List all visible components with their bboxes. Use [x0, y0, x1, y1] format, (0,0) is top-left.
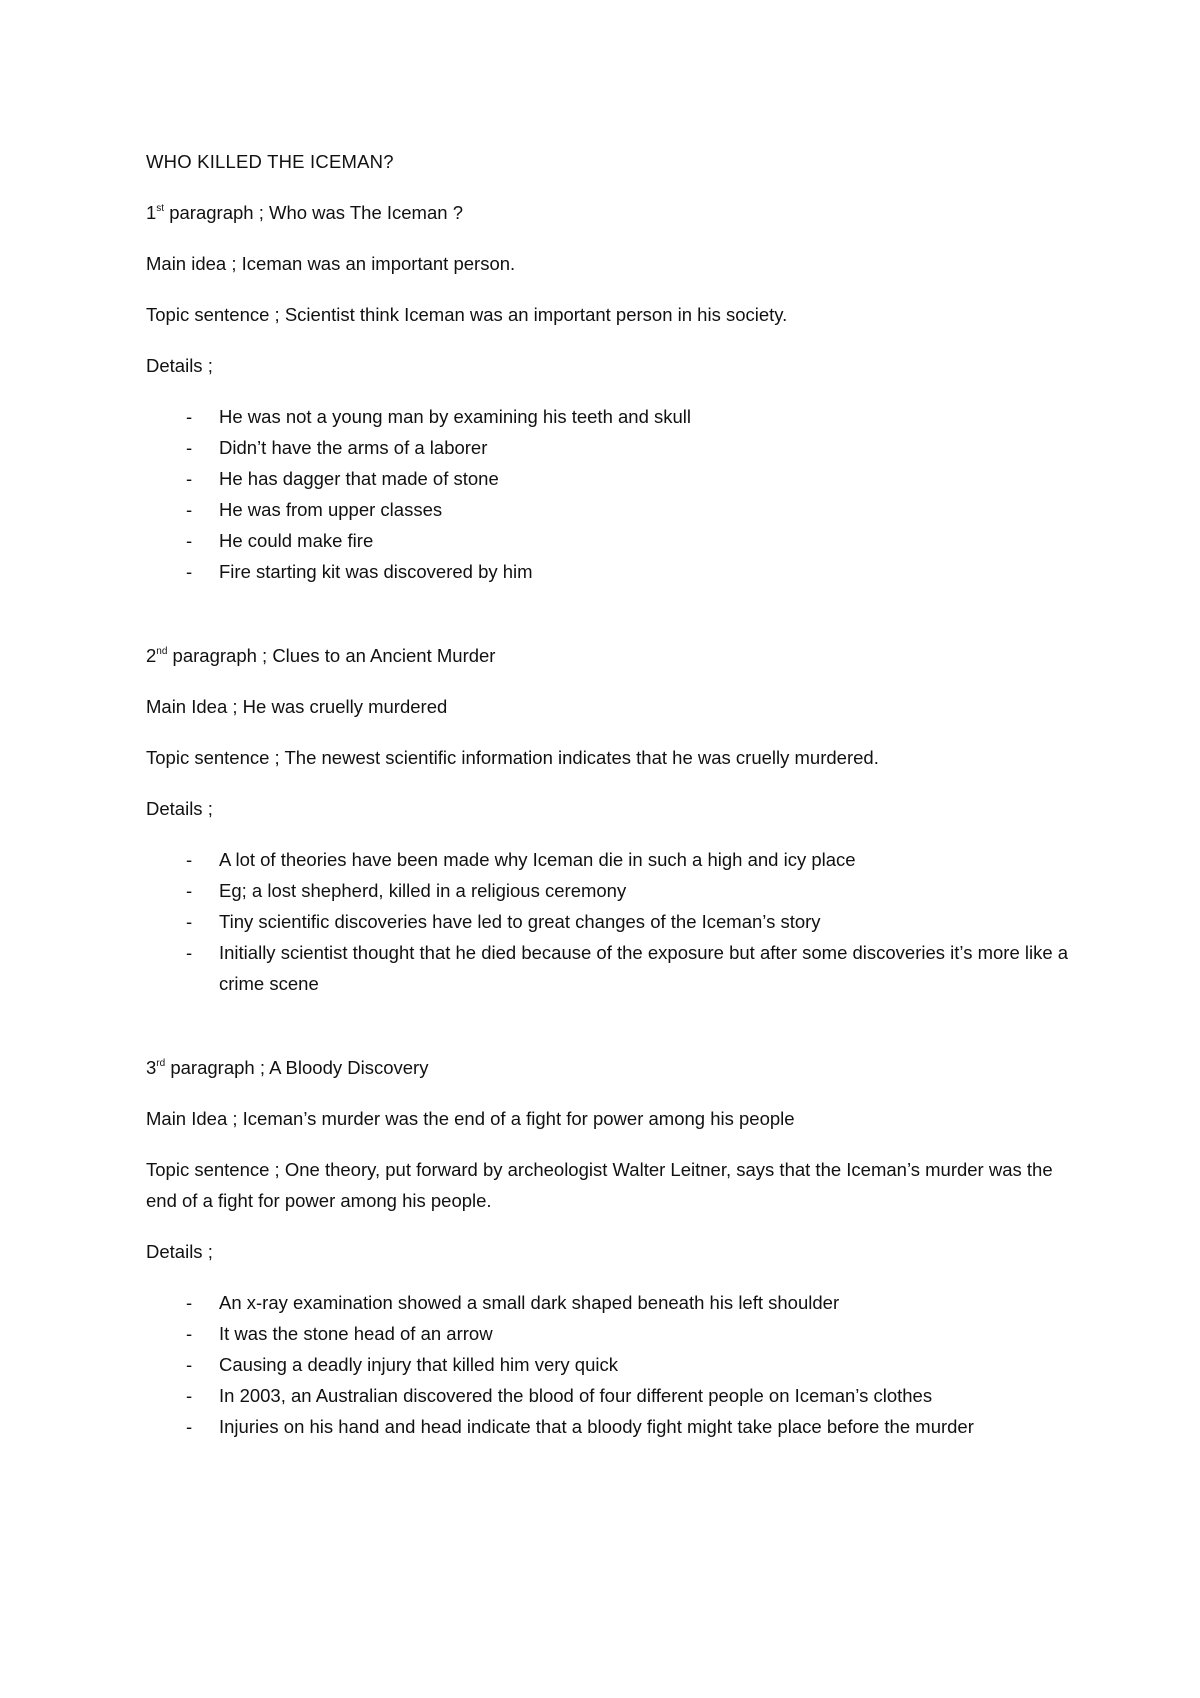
section-3 [146, 1052, 1076, 1442]
list-dash: - [186, 1292, 193, 1313]
main-idea: Main idea ; Iceman was an important person. [146, 253, 516, 274]
list-item-text: Didn’t have the arms of a laborer [219, 437, 488, 458]
main-idea: Main Idea ; He was cruelly murdered [146, 696, 448, 717]
list-item [146, 1380, 1076, 1411]
list-dash: - [186, 911, 193, 932]
list-item-text: He could make fire [219, 530, 374, 551]
list-item [146, 1287, 1076, 1318]
details-label: Details ; [146, 798, 213, 819]
section-heading-text: paragraph ; Who was The Iceman ? [164, 202, 463, 223]
list-dash: - [186, 880, 193, 901]
ordinal-suffix: nd [156, 645, 168, 657]
list-item [146, 494, 1076, 525]
section-heading [146, 197, 1076, 228]
list-item-text: An x-ray examination showed a small dark shaped beneath his left shoulder [219, 1292, 840, 1313]
list-dash: - [186, 1385, 193, 1406]
list-dash: - [186, 849, 193, 870]
section-number: 2 [146, 645, 157, 666]
list-item [146, 463, 1076, 494]
list-item [146, 525, 1076, 556]
list-item-text: Eg; a lost shepherd, killed in a religious ceremony [219, 880, 627, 901]
list-dash: - [186, 530, 193, 551]
list-dash: - [186, 1354, 193, 1375]
list-item [146, 556, 1076, 587]
section-heading-text: paragraph ; A Bloody Discovery [165, 1057, 429, 1078]
list-item-text: A lot of theories have been made why Iceman die in such a high and icy place [219, 849, 856, 870]
list-item [146, 401, 1076, 432]
list-item-text: In 2003, an Australian discovered the blood of four different people on Iceman’s clothes [219, 1385, 933, 1406]
details-label: Details ; [146, 355, 213, 376]
list-dash: - [186, 499, 193, 520]
topic-sentence: Topic sentence ; Scientist think Iceman was an important person in his society. [146, 304, 788, 325]
spacer [146, 999, 1076, 1052]
list-item [146, 1318, 1076, 1349]
section-heading [146, 1052, 1076, 1083]
main-idea: Main Idea ; Iceman’s murder was the end of a fight for power among his people [146, 1108, 795, 1129]
list-item-text: It was the stone head of an arrow [219, 1323, 493, 1344]
list-dash: - [186, 406, 193, 427]
document-title: WHO KILLED THE ICEMAN? [146, 151, 394, 172]
list-item-text: Injuries on his hand and head indicate that a bloody fight might take place before the murder [219, 1416, 974, 1437]
list-item [146, 1349, 1076, 1380]
document-body [146, 146, 1076, 1442]
list-dash: - [186, 1323, 193, 1344]
list-item-text: Fire starting kit was discovered by him [219, 561, 533, 582]
list-dash: - [186, 561, 193, 582]
details-label: Details ; [146, 1241, 213, 1262]
topic-sentence: Topic sentence ; The newest scientific information indicates that he was cruelly murdered. [146, 747, 879, 768]
list-item [146, 844, 1076, 875]
list-item [146, 1411, 1076, 1442]
topic-sentence: Topic sentence ; One theory, put forward by archeologist Walter Leitner, says that the Iceman’s murder was the end of a fight for power among his people. [146, 1159, 1053, 1211]
section-number: 3 [146, 1057, 157, 1078]
section-heading-text: paragraph ; Clues to an Ancient Murder [167, 645, 496, 666]
section-number: 1 [146, 202, 157, 223]
list-dash: - [186, 468, 193, 489]
list-item-text: He was from upper classes [219, 499, 443, 520]
list-dash: - [186, 437, 193, 458]
spacer [146, 587, 1076, 640]
list-dash: - [186, 942, 193, 963]
details-list [146, 401, 1076, 587]
list-item-text: He has dagger that made of stone [219, 468, 499, 489]
list-item-text: Causing a deadly injury that killed him very quick [219, 1354, 618, 1375]
section-1 [146, 197, 1076, 640]
list-item [146, 432, 1076, 463]
section-heading [146, 640, 1076, 671]
list-item [146, 875, 1076, 906]
details-list [146, 844, 1076, 999]
details-list [146, 1287, 1076, 1442]
list-dash: - [186, 1416, 193, 1437]
list-item [146, 937, 1076, 999]
ordinal-suffix: st [156, 202, 165, 214]
ordinal-suffix: rd [156, 1057, 166, 1069]
list-item-text: He was not a young man by examining his teeth and skull [219, 406, 692, 427]
list-item-text: Tiny scientific discoveries have led to great changes of the Iceman’s story [219, 911, 821, 932]
list-item [146, 906, 1076, 937]
section-2 [146, 640, 1076, 1052]
list-item-text: Initially scientist thought that he died because of the exposure but after some discoveries it’s more like a crime scene [219, 942, 1069, 994]
